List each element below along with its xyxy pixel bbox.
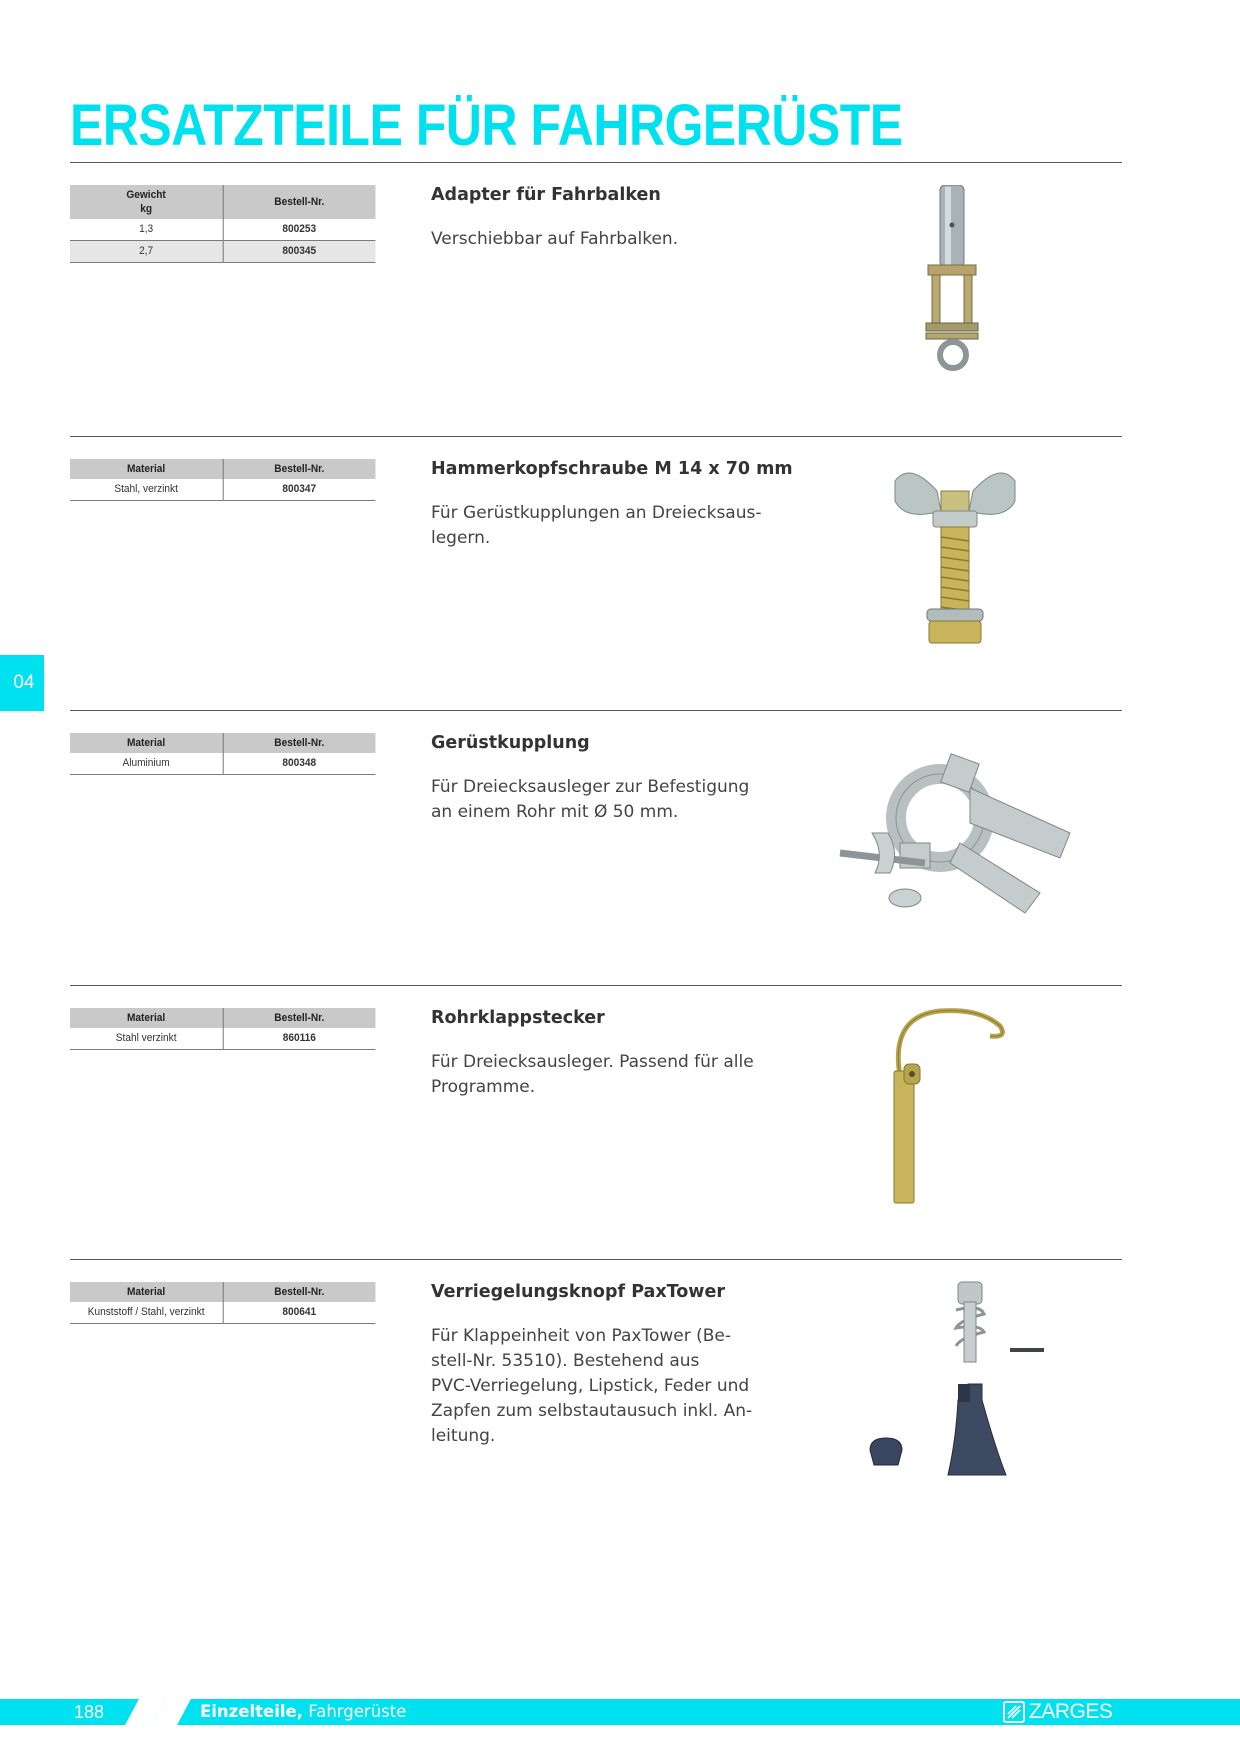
- product-description: Für Klappeinheit von PaxTower (Be- stell-Nr. 53510). Bestehend aus PVC-Verriegelung, Lipstick, Feder und Zapfen zum selbstautausuch inkl. An- leitung.: [431, 1326, 753, 1446]
- material-cell: Kunststoff / Stahl, verzinkt: [70, 1302, 223, 1324]
- spec-table: [70, 733, 375, 775]
- table-header-weight: [70, 185, 223, 219]
- table-header-order-no: Bestell-Nr.: [223, 185, 376, 219]
- table-header-material: Material: [70, 1008, 223, 1028]
- page-title: ERSATZTEILE FÜR FAHRGERÜSTE: [70, 93, 903, 158]
- order-number-cell: 800348: [223, 753, 376, 775]
- brand-name: ZARGES: [1029, 1700, 1113, 1723]
- material-cell: Stahl verzinkt: [70, 1028, 223, 1050]
- product-section-pin: [0, 988, 1240, 1248]
- section-divider: [70, 1259, 1122, 1260]
- brand-logo: [1003, 1701, 1112, 1723]
- table-header-material: Material: [70, 733, 223, 753]
- table-row: [70, 219, 375, 241]
- header-label: Gewicht kg: [126, 189, 166, 215]
- table-header-material: Material: [70, 1282, 223, 1302]
- material-cell: Stahl, verzinkt: [70, 479, 223, 501]
- product-title: Adapter für Fahrbalken: [431, 185, 661, 205]
- product-title: Rohrklappstecker: [431, 1008, 605, 1028]
- footer-section-bold: Einzelteile,: [200, 1702, 303, 1721]
- spec-table: [70, 1282, 375, 1324]
- table-header-order-no: Bestell-Nr.: [223, 459, 376, 479]
- adapter-product-image: [920, 185, 990, 375]
- table-row: [70, 241, 375, 263]
- order-number-cell: 800347: [223, 479, 376, 501]
- product-description: Für Dreiecksausleger. Passend für alle Programme.: [431, 1052, 754, 1097]
- zarges-logo-icon: [1003, 1701, 1025, 1723]
- product-description: Verschiebbar auf Fahrbalken.: [431, 229, 679, 249]
- table-row: [70, 1028, 375, 1050]
- product-title: Hammerkopfschraube M 14 x 70 mm: [431, 459, 793, 479]
- table-header-order-no: Bestell-Nr.: [223, 733, 376, 753]
- section-divider: [70, 710, 1122, 711]
- title-rule: [70, 162, 1122, 163]
- product-description: Für Gerüstkupplungen an Dreiecksaus- legern.: [431, 503, 762, 548]
- table-row: [70, 479, 375, 501]
- footer-section-label: [200, 1701, 406, 1723]
- product-section-adapter: [0, 165, 1240, 425]
- order-number-cell: 860116: [223, 1028, 376, 1050]
- section-divider: [70, 985, 1122, 986]
- weight-cell: 2,7: [70, 241, 223, 263]
- product-title: Verriegelungsknopf PaxTower: [431, 1282, 725, 1302]
- spec-table: [70, 1008, 375, 1050]
- table-header-material: Material: [70, 459, 223, 479]
- page-number: 188: [74, 1702, 105, 1722]
- product-description: Für Dreiecksausleger zur Befestigung an einem Rohr mit Ø 50 mm.: [431, 777, 750, 822]
- product-section-bolt: [0, 439, 1240, 699]
- product-section-lock-kit: [0, 1262, 1240, 1522]
- weight-cell: 1,3: [70, 219, 223, 241]
- table-row: [70, 753, 375, 775]
- bolt-product-image: [885, 461, 1025, 651]
- product-title: Gerüstkupplung: [431, 733, 590, 753]
- coupling-product-image: [830, 733, 1080, 923]
- lock-kit-product-image: [860, 1280, 1050, 1480]
- chapter-tab: 04: [0, 655, 44, 711]
- table-row: [70, 1302, 375, 1324]
- table-header-order-no: Bestell-Nr.: [223, 1282, 376, 1302]
- order-number-cell: 800641: [223, 1302, 376, 1324]
- table-header-order-no: Bestell-Nr.: [223, 1008, 376, 1028]
- spec-table: [70, 459, 375, 501]
- pin-product-image: [880, 1006, 1020, 1206]
- order-number-cell: 800253: [223, 219, 376, 241]
- material-cell: Aluminium: [70, 753, 223, 775]
- product-section-coupling: [0, 713, 1240, 973]
- spec-table: [70, 185, 375, 263]
- footer-section-rest: Fahrgerüste: [302, 1702, 407, 1721]
- section-divider: [70, 436, 1122, 437]
- order-number-cell: 800345: [223, 241, 376, 263]
